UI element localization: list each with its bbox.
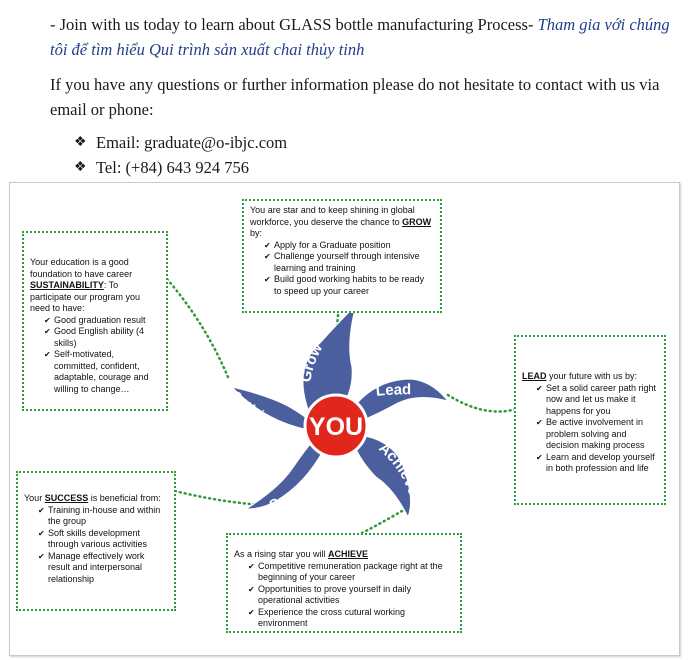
- sustainability-intro: Your education is a good foundation to have career SUSTAINABILITY: To participate our program you need to have:: [30, 257, 141, 313]
- connector-success: [175, 491, 260, 505]
- phone-text[interactable]: Tel: (+84) 643 924 756: [96, 158, 249, 177]
- contact-phone: [74, 155, 287, 180]
- grow-keyword: GROW: [402, 216, 432, 227]
- connector-sustainability: [167, 279, 228, 377]
- contact-note: If you have any questions or further information please do not hesitate to contact with us via email or phone:: [50, 75, 660, 119]
- diamond-bullet-icon: ❖: [74, 135, 87, 150]
- career-diagram: [9, 182, 680, 656]
- list-item: ✔ Good English ability (4 skills): [44, 326, 160, 349]
- list-item: ✔ Be active involvement in problem solving and decision making process: [536, 417, 658, 452]
- you-label: YOU: [308, 413, 364, 441]
- success-intro: Your SUCCESS is beneficial from:: [24, 493, 161, 503]
- grow-box: [242, 199, 442, 313]
- arm-label-success: Success: [266, 468, 326, 515]
- lead-list: [522, 383, 658, 475]
- achieve-list: [234, 561, 454, 630]
- intro-line: [50, 12, 682, 62]
- list-item: ✔ Experience the cross cutural working environment: [248, 607, 454, 630]
- grow-intro: You are star and to keep shining in global workforce, you deserve the chance to GROW by:: [250, 205, 432, 238]
- success-keyword: SUCCESS: [44, 493, 89, 503]
- contact-email: [74, 130, 287, 155]
- arm-label-sustainability: Sustainability: [230, 389, 296, 448]
- success-box: [16, 471, 176, 611]
- arm-label-lead: Lead: [375, 381, 412, 400]
- sustainability-keyword: SUSTAINABILITY: [30, 280, 104, 290]
- list-item: ✔ Set a solid career path right now and let us make it happens for you: [536, 383, 658, 418]
- list-item: ✔ Competitive remuneration package right at the beginning of your career: [248, 561, 454, 584]
- arm-label-grow: Grow: [297, 340, 327, 384]
- achieve-intro: As a rising star you will ACHIEVE: [234, 549, 369, 559]
- achieve-keyword: ACHIEVE: [328, 549, 369, 559]
- success-list: [24, 505, 168, 586]
- list-item: ✔ Manage effectively work result and interpersonal relationship: [38, 551, 168, 586]
- sustainability-box: [22, 231, 168, 411]
- list-item: ✔ Build good working habits to be ready to speed up your career: [264, 274, 434, 297]
- list-item: ✔ Challenge yourself through intensive learning and training: [264, 251, 434, 274]
- list-item: ✔ Apply for a Graduate position: [264, 240, 434, 252]
- intro-english: - Join with us today to learn about GLASS bottle manufacturing Process-: [50, 15, 538, 34]
- achieve-box: [226, 533, 462, 633]
- intro-vietnamese: Tham gia với chúng tôi để tìm hiểu Qui trình sản xuất chai thủy tinh: [50, 15, 670, 59]
- list-item: ✔ Self-motivated, committed, confident, adaptable, courage and willing to change…: [44, 349, 160, 395]
- lead-intro: LEAD your future with us by:: [522, 371, 638, 381]
- contact-list: [74, 130, 287, 180]
- connector-achieve: [362, 511, 402, 533]
- sustainability-list: [30, 315, 160, 396]
- list-item: ✔ Training in-house and within the group: [38, 505, 168, 528]
- email-text[interactable]: Email: graduate@o-ibjc.com: [96, 133, 288, 152]
- list-item: ✔ Soft skills development through various activities: [38, 528, 168, 551]
- diamond-bullet-icon: ❖: [74, 160, 87, 175]
- lead-keyword: LEAD: [522, 371, 547, 381]
- list-item: ✔ Opportunities to prove yourself in daily operational activities: [248, 584, 454, 607]
- list-item: ✔ Good graduation result: [44, 315, 160, 327]
- arm-label-achieve: Achieve: [375, 439, 423, 498]
- connector-lead: [448, 395, 516, 412]
- lead-box: [514, 335, 666, 505]
- grow-list: [250, 240, 434, 298]
- list-item: ✔ Learn and develop yourself in both profession and life: [536, 452, 658, 475]
